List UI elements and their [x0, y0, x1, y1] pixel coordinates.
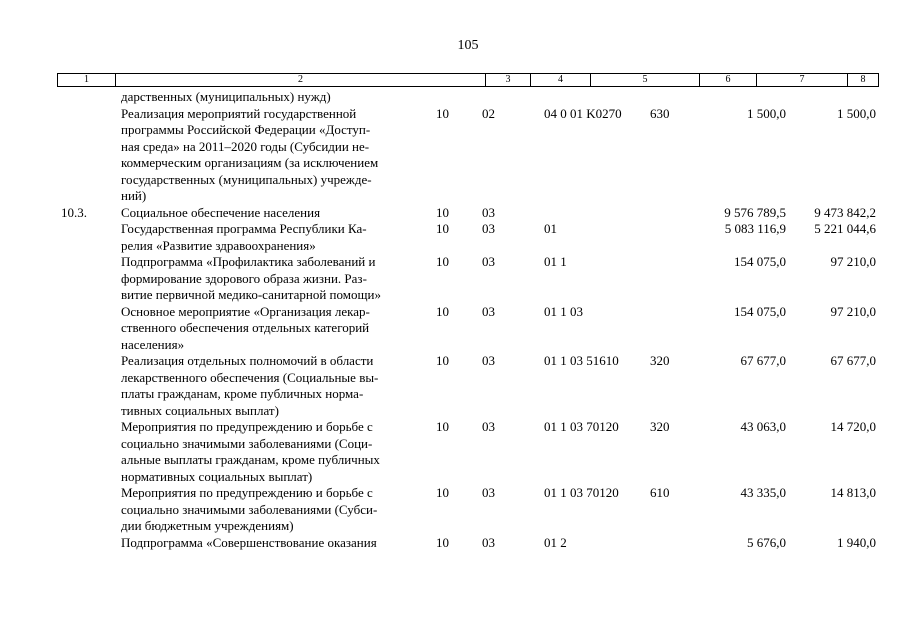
item-name-line: государственных (муниципальных) учрежде- [121, 171, 372, 187]
item-name-line: нормативных социальных выплат) [121, 468, 313, 484]
amount-year-2: 97 210,0 [830, 254, 876, 269]
item-name-line: формирование здорового образа жизни. Раз- [121, 270, 367, 286]
section-code: 10 [436, 419, 449, 434]
amount-year-1: 154 075,0 [734, 303, 786, 319]
item-name [121, 106, 426, 205]
table-row [0, 254, 904, 304]
subsection-code: 03 [482, 221, 495, 236]
item-name-line: Подпрограмма «Профилактика заболеваний и [121, 254, 376, 269]
item-name-line: Реализация мероприятий государственной [121, 105, 357, 121]
item-name-line: ная среда» на 2011–2020 годы (Субсидии не- [121, 138, 370, 154]
item-name-line: ственного обеспечения отдельных категорий [121, 320, 370, 335]
amount-year-2: 1 940,0 [837, 534, 876, 550]
amount-year-1: 5 676,0 [747, 534, 786, 550]
target-article-code: 04 0 01 K0270 [544, 105, 622, 121]
expense-type-code: 320 [650, 419, 670, 434]
item-name [121, 419, 426, 485]
item-name [121, 535, 426, 552]
item-name-line: социально значимыми заболеваниями (Субси- [121, 501, 378, 517]
amount-year-1: 154 075,0 [734, 254, 786, 269]
amount-year-1: 67 677,0 [740, 353, 786, 368]
amount-year-1: 9 576 789,5 [724, 204, 786, 220]
column-number-5: 5 [591, 74, 700, 86]
item-name-line: лекарственного обеспечения (Социальные вы- [121, 369, 379, 385]
column-number-1: 1 [58, 74, 116, 86]
amount-year-2: 9 473 842,2 [814, 204, 876, 220]
table-row [0, 419, 904, 485]
table-row [0, 353, 904, 419]
item-name-line: платы гражданам, кроме публичных норма- [121, 386, 364, 401]
target-article-code: 01 2 [544, 534, 567, 550]
item-name [121, 254, 426, 304]
item-name [121, 485, 426, 535]
page-number: 105 [457, 38, 479, 53]
table-row [0, 106, 904, 205]
column-number-6: 6 [700, 74, 757, 86]
item-name-line: Социальное обеспечение населения [121, 204, 321, 220]
item-name-line: социально значимыми заболеваниями (Соци- [121, 435, 373, 451]
item-name-line: Подпрограмма «Совершенствование оказания [121, 534, 377, 550]
item-name-line: населения» [121, 336, 185, 352]
expense-type-code: 630 [650, 105, 670, 121]
item-name-line: коммерческим организациям (за исключением [121, 155, 379, 170]
item-name-line: дарственных (муниципальных) нужд) [121, 89, 331, 104]
amount-year-1: 43 063,0 [740, 419, 786, 434]
table-row [0, 221, 904, 254]
target-article-code: 01 1 03 [544, 303, 583, 319]
amount-year-2: 14 720,0 [830, 419, 876, 434]
item-name-line: релия «Развитие здравоохранения» [121, 237, 316, 253]
section-code: 10 [436, 221, 449, 236]
subsection-code: 03 [482, 254, 495, 269]
item-name [121, 89, 426, 106]
item-name-line: дии бюджетным учреждениям) [121, 518, 294, 533]
expense-type-code: 610 [650, 485, 670, 500]
section-code: 10 [436, 105, 449, 121]
column-number-8: 8 [860, 74, 866, 85]
item-name [121, 221, 426, 254]
target-article-code: 01 1 [544, 254, 567, 269]
table-row [0, 89, 904, 106]
amount-year-1: 43 335,0 [740, 485, 786, 500]
table-row [0, 304, 904, 354]
subsection-code: 03 [482, 303, 495, 319]
column-number-2: 2 [116, 74, 486, 86]
item-name [121, 353, 426, 419]
target-article-code: 01 1 03 70120 [544, 419, 619, 434]
amount-year-2: 1 500,0 [837, 105, 876, 121]
amount-year-1: 5 083 116,9 [724, 221, 786, 236]
table-row [0, 205, 904, 222]
item-name-line: Государственная программа Республики Ка- [121, 221, 367, 236]
target-article-code: 01 1 03 70120 [544, 485, 619, 500]
subsection-code: 03 [482, 534, 495, 550]
subsection-code: 03 [482, 204, 495, 220]
section-code: 10 [436, 254, 449, 269]
row-number: 10.3. [61, 204, 87, 220]
subsection-code: 03 [482, 485, 495, 500]
table-row [0, 535, 904, 552]
target-article-code: 01 1 03 51610 [544, 353, 619, 368]
item-name [121, 205, 426, 222]
table-row [0, 485, 904, 535]
item-name-line: Реализация отдельных полномочий в области [121, 353, 374, 368]
column-number-4: 4 [531, 74, 591, 86]
subsection-code: 03 [482, 353, 495, 368]
expense-type-code: 320 [650, 353, 670, 368]
section-code: 10 [436, 534, 449, 550]
budget-table-body [0, 89, 904, 551]
item-name-line: Основное мероприятие «Организация лекар- [121, 303, 370, 319]
amount-year-2: 67 677,0 [830, 353, 876, 368]
section-code: 10 [436, 303, 449, 319]
table-column-numbers [57, 73, 879, 87]
item-name-line: ний) [121, 188, 147, 203]
section-code: 10 [436, 485, 449, 500]
item-name-line: Мероприятия по предупреждению и борьбе с [121, 485, 373, 500]
amount-year-2: 14 813,0 [830, 485, 876, 500]
amount-year-2: 97 210,0 [830, 303, 876, 319]
column-number-7: 7 [757, 74, 848, 86]
column-number-3: 3 [486, 74, 531, 86]
item-name [121, 304, 426, 354]
amount-year-2: 5 221 044,6 [814, 221, 876, 236]
item-name-line: альные выплаты гражданам, кроме публичных [121, 452, 380, 467]
item-name-line: витие первичной медико-санитарной помощи» [121, 287, 381, 302]
amount-year-1: 1 500,0 [747, 105, 786, 121]
subsection-code: 03 [482, 419, 495, 434]
section-code: 10 [436, 353, 449, 368]
item-name-line: Мероприятия по предупреждению и борьбе с [121, 419, 373, 434]
subsection-code: 02 [482, 105, 495, 121]
item-name-line: программы Российской Федерации «Доступ- [121, 122, 371, 137]
target-article-code: 01 [544, 221, 557, 236]
section-code: 10 [436, 204, 449, 220]
item-name-line: тивных социальных выплат) [121, 402, 279, 418]
